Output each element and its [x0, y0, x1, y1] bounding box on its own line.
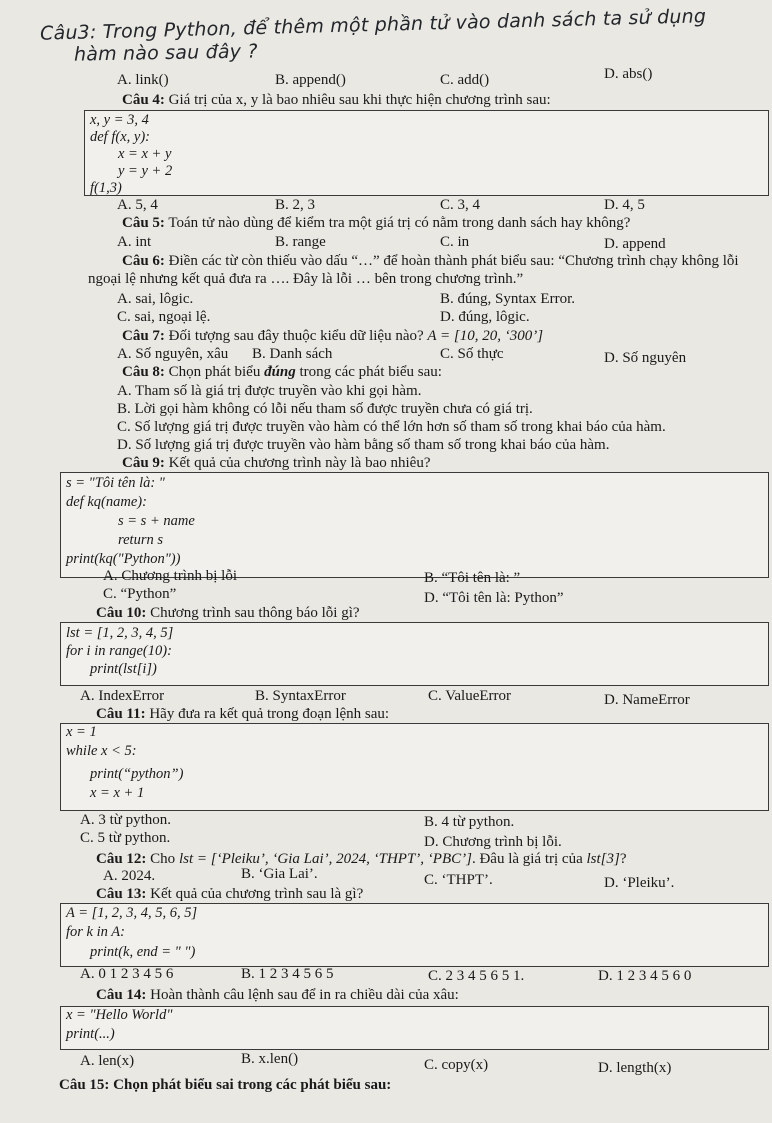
- q4-code-line: f(1,3): [90, 180, 122, 196]
- q12-option-b: B. ‘Gia Lai’.: [241, 866, 318, 882]
- q10-code-line: lst = [1, 2, 3, 4, 5]: [66, 625, 174, 641]
- q11-code-line: print(“python”): [90, 766, 184, 782]
- q15-text: Chọn phát biểu sai trong các phát biểu sau:: [113, 1077, 392, 1093]
- q4-question: [122, 92, 551, 109]
- q5-option-b: B. range: [275, 234, 326, 250]
- q8-text-bold: đúng: [264, 364, 296, 380]
- q12-question: [96, 851, 627, 868]
- q15-label: Câu 15:: [59, 1077, 110, 1093]
- q6-question-line1: [122, 253, 739, 270]
- q12-option-c: C. ‘THPT’.: [424, 872, 493, 888]
- q3-option-c: C. add(): [440, 72, 490, 88]
- q3-option-d: D. abs(): [604, 66, 653, 82]
- q13-code-line: A = [1, 2, 3, 4, 5, 6, 5]: [66, 905, 198, 921]
- q11-option-d: D. Chương trình bị lỗi.: [424, 834, 562, 850]
- q6-question-line2: ngoại lệ nhưng kết quả đưa ra …. Đây là lỗi … bên trong chương trình.”: [88, 271, 524, 287]
- q14-option-c: C. copy(x): [424, 1057, 489, 1073]
- q4-text: Giá trị của x, y là bao nhiêu sau khi thực hiện chương trình sau:: [168, 92, 551, 108]
- q12-option-d: D. ‘Pleiku’.: [604, 875, 675, 891]
- q14-code-line: x = "Hello World": [66, 1007, 173, 1023]
- q9-label: Câu 9:: [122, 455, 165, 471]
- q8-option-c: C. Số lượng giá trị được truyền vào hàm có thể lớn hơn số tham số trong khai báo của hàm.: [117, 419, 666, 435]
- q5-option-a: A. int: [117, 234, 152, 250]
- q11-option-c: C. 5 từ python.: [80, 830, 171, 846]
- q3-option-b: B. append(): [275, 72, 346, 88]
- q13-option-a: A. 0 1 2 3 4 5 6: [80, 966, 174, 982]
- q6-option-b: B. đúng, Syntax Error.: [440, 291, 575, 307]
- q5-label: Câu 5:: [122, 215, 165, 231]
- q9-question: [122, 455, 430, 472]
- q8-question: [122, 364, 442, 381]
- q3-option-a: A. link(): [117, 72, 169, 88]
- q10-label: Câu 10:: [96, 605, 147, 621]
- q13-code-line: print(k, end = " "): [90, 944, 196, 960]
- q12-text-post: ?: [619, 851, 627, 867]
- q4-option-d: D. 4, 5: [604, 197, 645, 213]
- q14-option-a: A. len(x): [80, 1053, 135, 1069]
- q11-option-a: A. 3 từ python.: [80, 812, 172, 828]
- q9-code-line: s = "Tôi tên là: ": [66, 475, 165, 491]
- q8-label: Câu 8:: [122, 364, 165, 380]
- q9-code-line: print(kq("Python")): [66, 551, 181, 567]
- handwritten-question-line1: Câu3: Trong Python, để thêm một phần tử vào danh sách ta sử dụng: [39, 5, 707, 45]
- q4-code-box: [84, 110, 769, 196]
- q7-option-a: A. Số nguyên, xâu: [117, 346, 229, 362]
- q8-option-d: D. Số lượng giá trị được truyền vào hàm bằng số tham số trong khai báo của hàm.: [117, 437, 610, 453]
- q7-label: Câu 7:: [122, 328, 165, 344]
- q6-option-d: D. đúng, lôgic.: [440, 309, 530, 325]
- q4-code-line: x = x + y: [118, 146, 172, 162]
- q4-option-c: C. 3, 4: [440, 197, 481, 213]
- q9-code-line: s = s + name: [118, 513, 195, 529]
- q10-code-line: for i in range(10):: [66, 643, 172, 659]
- q4-code-line: def f(x, y):: [90, 129, 150, 145]
- q4-code-line: y = y + 2: [118, 163, 173, 179]
- q13-code-line: for k in A:: [66, 924, 125, 940]
- q8-text-pre: Chọn phát biểu: [168, 364, 265, 380]
- q10-option-c: C. ValueError: [428, 688, 512, 704]
- q6-option-a: A. sai, lôgic.: [117, 291, 194, 307]
- q12-text-mid: . Đâu là giá trị của: [471, 851, 587, 867]
- q13-question: [96, 886, 363, 903]
- q11-code-line: x = x + 1: [90, 785, 145, 801]
- q7-option-b: B. Danh sách: [252, 346, 333, 362]
- q9-option-c: C. “Python”: [103, 586, 177, 602]
- q7-option-d: D. Số nguyên: [604, 350, 687, 366]
- q7-option-c: C. Số thực: [440, 346, 504, 362]
- q13-option-d: D. 1 2 3 4 5 6 0: [598, 968, 692, 984]
- q5-option-c: C. in: [440, 234, 470, 250]
- q8-option-a: A. Tham số là giá trị được truyền vào khi gọi hàm.: [117, 383, 422, 399]
- q9-option-a: A. Chương trình bị lỗi: [103, 568, 237, 584]
- q6-text1: Điền các từ còn thiếu vào dấu “…” để hoàn thành phát biểu sau: “Chương trình chạy không lỗi: [168, 253, 739, 269]
- q11-question: [96, 706, 389, 723]
- q5-text: Toán tử nào dùng để kiểm tra một giá trị có nằm trong danh sách hay không?: [168, 215, 631, 231]
- q14-option-b: B. x.len(): [241, 1051, 299, 1067]
- q13-label: Câu 13:: [96, 886, 147, 902]
- q9-text: Kết quả của chương trình này là bao nhiêu?: [168, 455, 431, 471]
- q11-label: Câu 11:: [96, 706, 146, 722]
- q8-option-b: B. Lời gọi hàm không có lỗi nếu tham số được truyền chưa có giá trị.: [117, 401, 533, 417]
- q7-expression: A = [10, 20, ‘300’]: [427, 328, 544, 344]
- q10-text: Chương trình sau thông báo lỗi gì?: [150, 605, 360, 621]
- q5-option-d: D. append: [604, 236, 666, 252]
- q9-code-line: def kq(name):: [66, 494, 147, 510]
- q12-label: Câu 12:: [96, 851, 147, 867]
- q4-label: Câu 4:: [122, 92, 165, 108]
- q11-option-b: B. 4 từ python.: [424, 814, 515, 830]
- q6-option-c: C. sai, ngoại lệ.: [117, 309, 211, 325]
- q15-question: [59, 1077, 391, 1094]
- q10-question: [96, 605, 360, 622]
- q6-label: Câu 6:: [122, 253, 165, 269]
- q8-text-post: trong các phát biểu sau:: [295, 364, 442, 380]
- q9-code-line: return s: [118, 532, 163, 548]
- q9-option-b: B. “Tôi tên là: ”: [424, 570, 521, 586]
- q11-text: Hãy đưa ra kết quả trong đoạn lệnh sau:: [149, 706, 390, 722]
- q10-code-line: print(lst[i]): [90, 661, 157, 677]
- q10-option-b: B. SyntaxError: [255, 688, 346, 704]
- q11-code-line: while x < 5:: [66, 743, 137, 759]
- q5-question: [122, 215, 630, 232]
- q13-option-c: C. 2 3 4 5 6 5 1.: [428, 968, 525, 984]
- q12-text-pre: Cho: [150, 851, 179, 867]
- q10-option-d: D. NameError: [604, 692, 690, 708]
- q10-option-a: A. IndexError: [80, 688, 165, 704]
- q9-option-d: D. “Tôi tên là: Python”: [424, 590, 564, 606]
- q13-text: Kết quả của chương trình sau là gì?: [150, 886, 364, 902]
- q13-option-b: B. 1 2 3 4 5 6 5: [241, 966, 334, 982]
- q4-option-a: A. 5, 4: [117, 197, 158, 213]
- q14-code-line: print(...): [66, 1026, 115, 1042]
- q14-text: Hoàn thành câu lệnh sau để in ra chiều dài của xâu:: [150, 987, 459, 1003]
- q11-code-line: x = 1: [66, 724, 97, 740]
- handwritten-question-line2: hàm nào sau đây ?: [73, 40, 258, 66]
- q14-label: Câu 14:: [96, 987, 147, 1003]
- q12-index-expression: lst[3]: [586, 851, 620, 867]
- q12-list-expression: lst = [‘Pleiku’, ‘Gia Lai’, 2024, ‘THPT’, ‘PBC’]: [178, 851, 472, 867]
- q7-text: Đối tượng sau đây thuộc kiểu dữ liệu nào?: [168, 328, 424, 344]
- q4-code-line: x, y = 3, 4: [90, 112, 149, 128]
- q14-question: [96, 987, 459, 1004]
- q4-option-b: B. 2, 3: [275, 197, 316, 213]
- q14-option-d: D. length(x): [598, 1060, 672, 1076]
- q7-question: [122, 328, 543, 345]
- q12-option-a: A. 2024.: [103, 868, 156, 884]
